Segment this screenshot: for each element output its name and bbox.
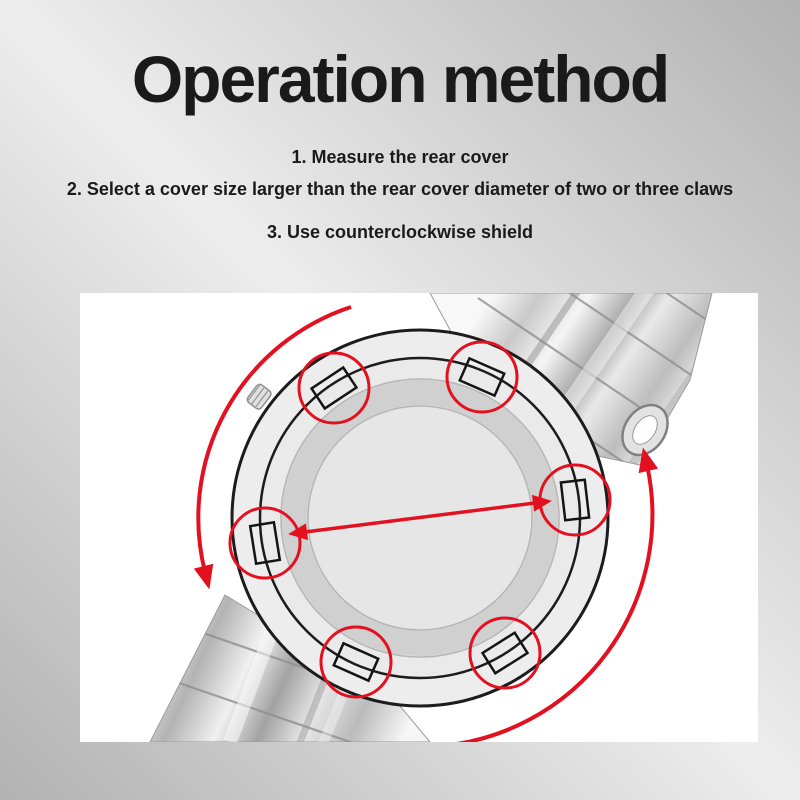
step-2: 2. Select a cover size larger than the rear cover diameter of two or three claws xyxy=(66,179,734,199)
step-1: 1. Measure the rear cover xyxy=(291,147,509,167)
step-3: 3. Use counterclockwise shield xyxy=(266,222,534,242)
watch-photo xyxy=(80,293,758,742)
watch-diagram xyxy=(80,293,758,742)
page-title: Operation method xyxy=(131,42,669,116)
